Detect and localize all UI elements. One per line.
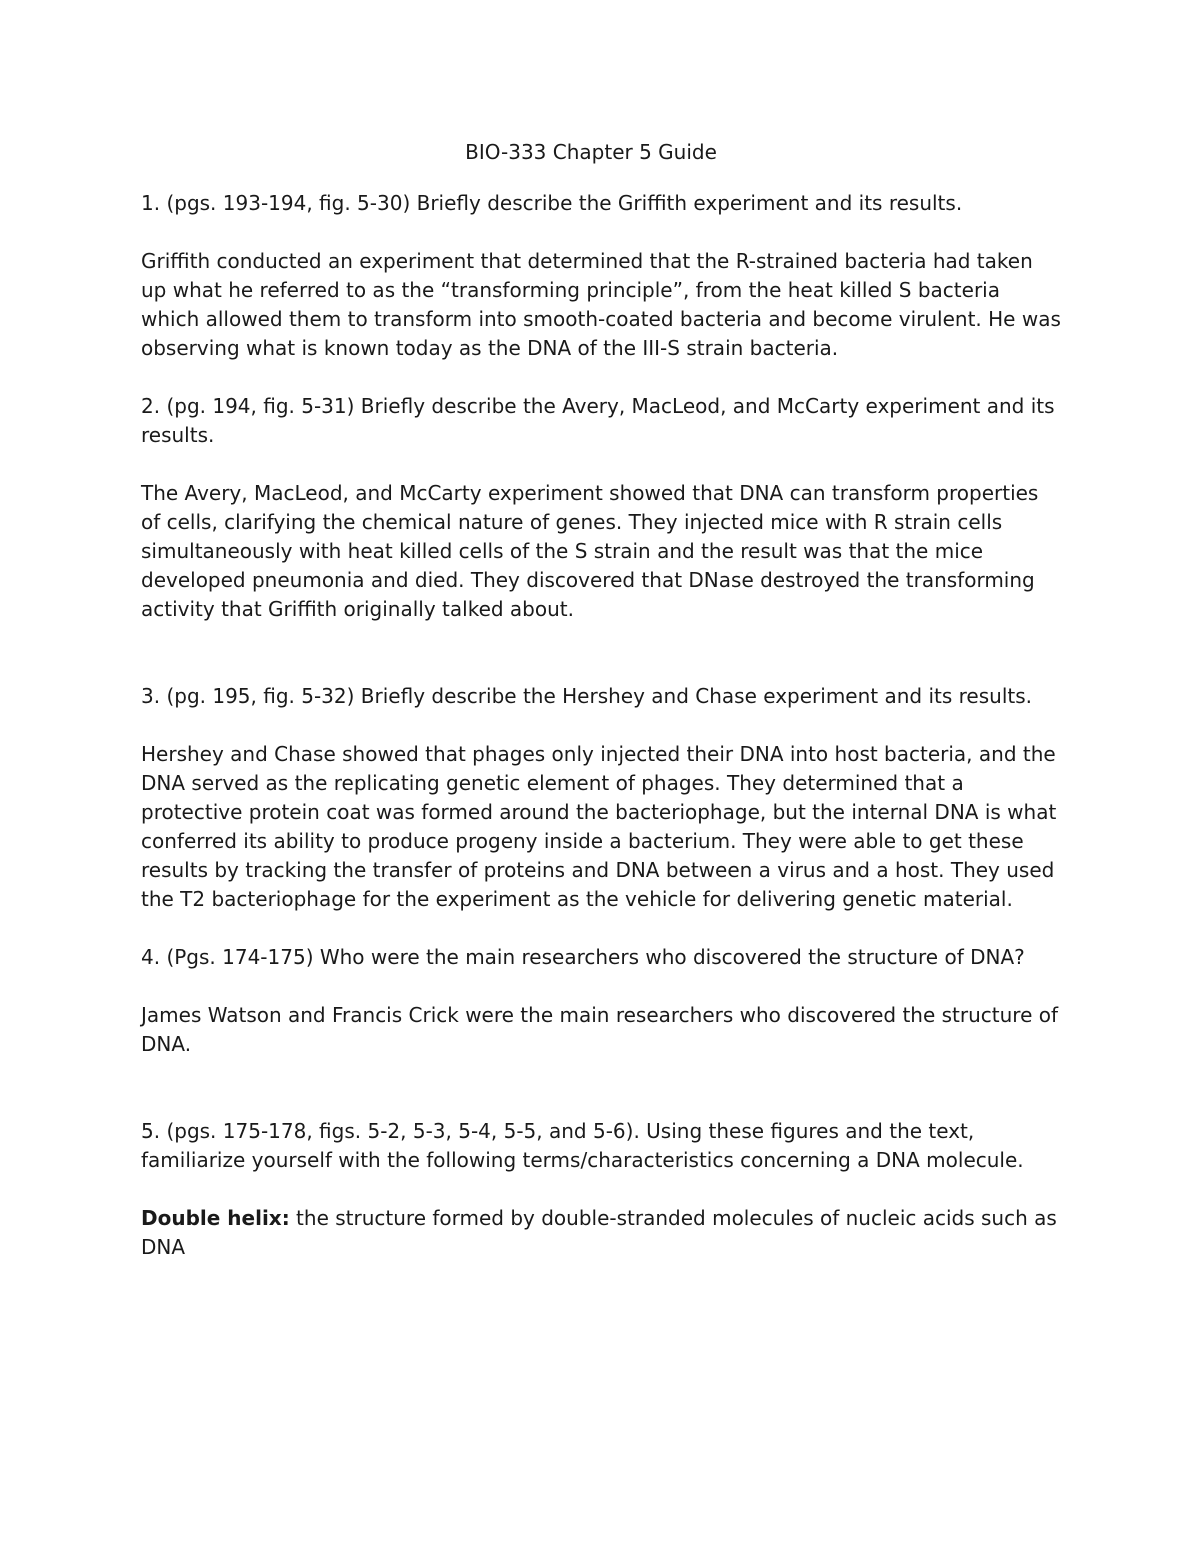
term-definition: the structure formed by double-stranded molecules of nucleic acids such as DNA <box>141 1206 1057 1259</box>
answer-2: The Avery, MacLeod, and McCarty experiment showed that DNA can transform properties of cells, clarifying the chemical nature of genes. They injected mice with R strain cells simultaneously with heat killed cells of the S strain and the result was that the mice developed pneumonia and died. They discovered that DNase destroyed the transforming activity that Griffith originally talked about. <box>141 481 1039 621</box>
term-double-helix <box>141 1204 1061 1262</box>
answer-4: James Watson and Francis Crick were the main researchers who discovered the structure of DNA. <box>141 1003 1059 1056</box>
question-4: 4. (Pgs. 174-175) Who were the main researchers who discovered the structure of DNA? <box>141 945 1025 969</box>
document-title: BIO-333 Chapter 5 Guide <box>465 140 717 164</box>
answer-1: Griffith conducted an experiment that determined that the R-strained bacteria had taken up what he referred to as the “transforming principle”, from the heat killed S bacteria which allowed them to transform into smooth-coated bacteria and become virulent. He was observing what is known today as the DNA of the III-S strain bacteria. <box>141 249 1061 360</box>
document-body <box>141 138 1061 1291</box>
question-3: 3. (pg. 195, fig. 5-32) Briefly describe the Hershey and Chase experiment and its results. <box>141 684 1032 708</box>
question-2: 2. (pg. 194, fig. 5-31) Briefly describe the Avery, MacLeod, and McCarty experiment and its results. <box>141 394 1055 447</box>
term-name: Double helix: <box>141 1206 290 1230</box>
question-5: 5. (pgs. 175-178, figs. 5-2, 5-3, 5-4, 5-5, and 5-6). Using these figures and the text, familiarize yourself with the following terms/characteristics concerning a DNA molecule. <box>141 1119 1024 1172</box>
question-1: 1. (pgs. 193-194, fig. 5-30) Briefly describe the Griffith experiment and its results. <box>141 191 963 215</box>
answer-3: Hershey and Chase showed that phages only injected their DNA into host bacteria, and the DNA served as the replicating genetic element of phages. They determined that a protective protein coat was formed around the bacteriophage, but the internal DNA is what conferred its ability to produce progeny inside a bacterium. They were able to get these results by tracking the transfer of proteins and DNA between a virus and a host. They used the T2 bacteriophage for the experiment as the vehicle for delivering genetic material. <box>141 742 1057 911</box>
